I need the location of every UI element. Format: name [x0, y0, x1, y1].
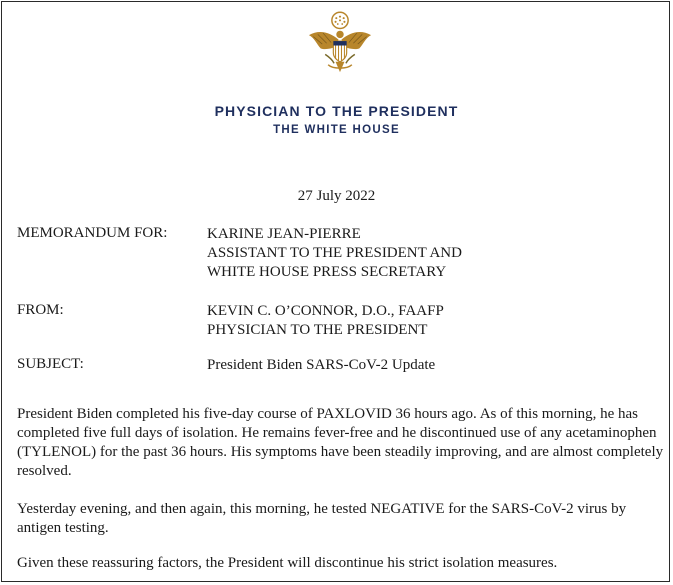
eagle-seal-icon: [303, 10, 377, 84]
from-label: FROM:: [17, 302, 64, 318]
recipient-line-2: ASSISTANT TO THE PRESIDENT AND: [207, 245, 462, 261]
sender-line-2: PHYSICIAN TO THE PRESIDENT: [207, 322, 428, 338]
letterhead-title: PHYSICIAN TO THE PRESIDENT: [214, 103, 459, 119]
memo-date: 27 July 2022: [297, 188, 376, 204]
subject-label: SUBJECT:: [17, 356, 84, 372]
memo-page: [1, 1, 670, 582]
subject-text: President Biden SARS-CoV-2 Update: [207, 357, 436, 373]
recipient-line-3: WHITE HOUSE PRESS SECRETARY: [207, 264, 447, 280]
body-paragraph-1: President Biden completed his five-day course of PAXLOVID 36 hours ago. As of this morning, he has completed five full days of isolation. He remains fever-free and he discontinued use of any acetaminophen (TYLENOL) for the past 36 hours. His symptoms have been steadily improving, and are almost completely resolved.: [17, 406, 664, 479]
sender-line-1: KEVIN C. O’CONNOR, D.O., FAAFP: [207, 303, 444, 319]
recipient-line-1: KARINE JEAN-PIERRE: [207, 226, 361, 242]
letterhead-subtitle: THE WHITE HOUSE: [273, 124, 400, 136]
body-paragraph-2: Yesterday evening, and then again, this morning, he tested NEGATIVE for the SARS-CoV-2 virus by antigen testing.: [17, 501, 627, 536]
memorandum-for-label: MEMORANDUM FOR:: [17, 225, 168, 241]
body-paragraph-3: Given these reassuring factors, the President will discontinue his strict isolation measures.: [17, 555, 558, 571]
